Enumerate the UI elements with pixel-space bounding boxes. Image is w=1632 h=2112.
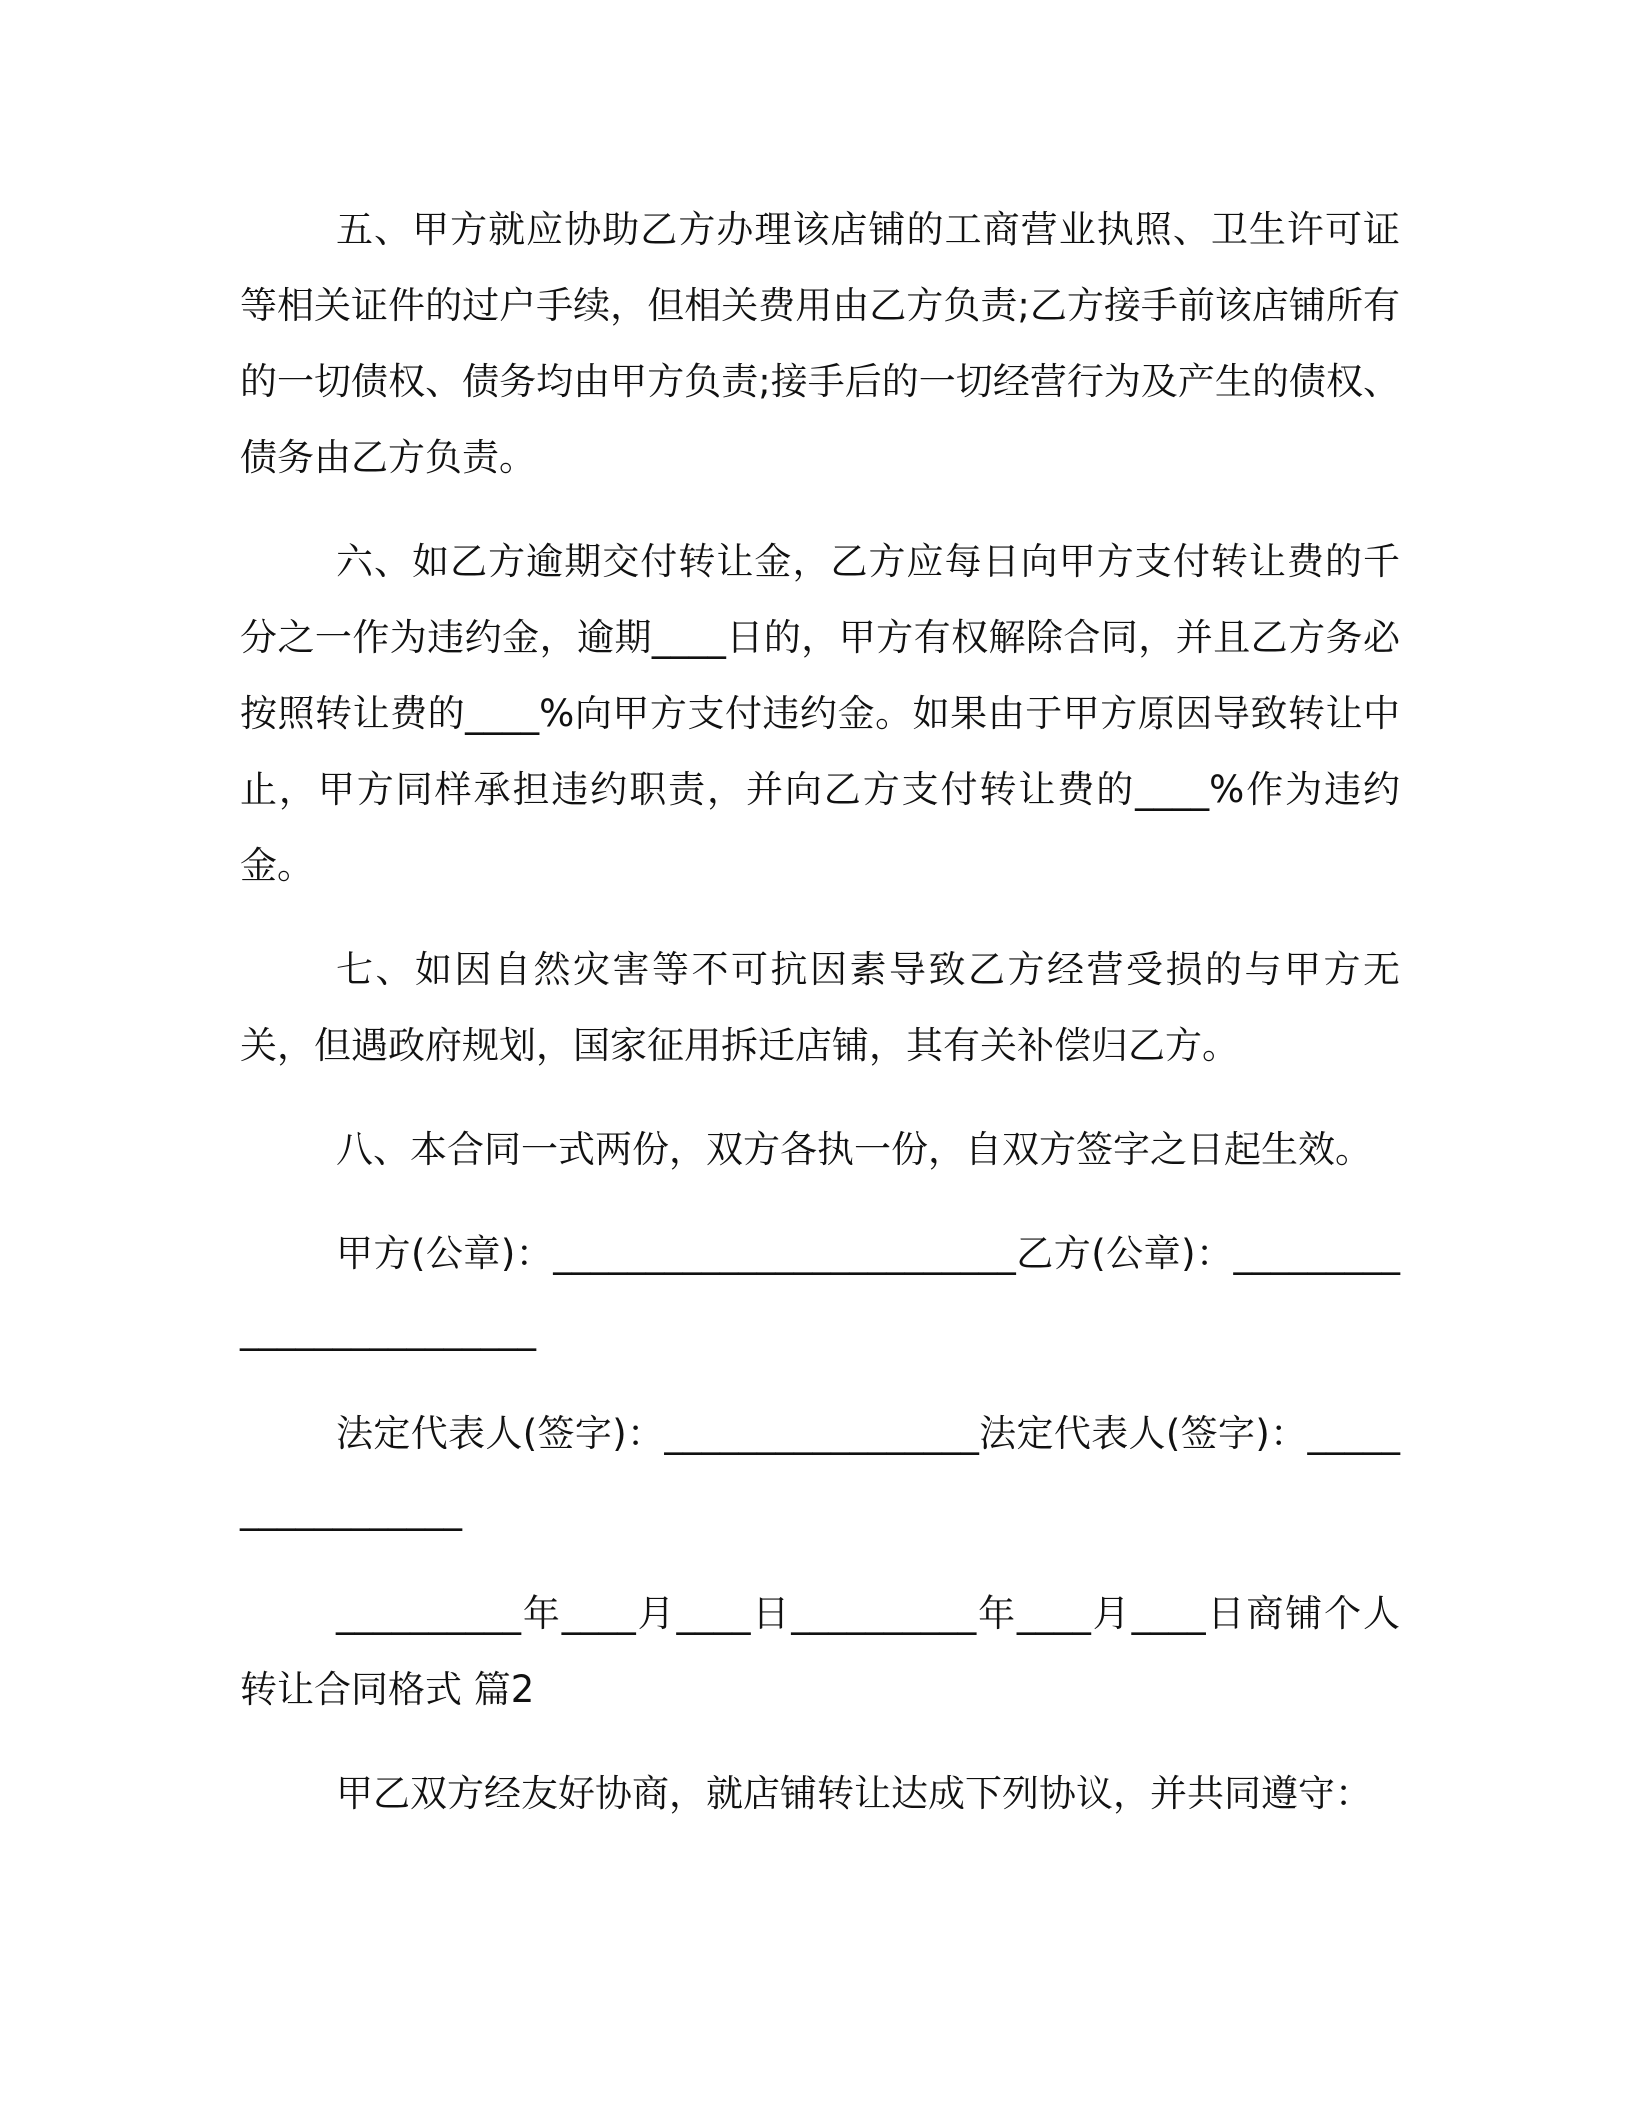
clause-5: 五、甲方就应协助乙方办理该店铺的工商营业执照、卫生许可证等相关证件的过户手续，但相关费用由乙方负责;乙方接手前该店铺所有的一切债权、债务均由甲方负责;接手后的一切经营行为及产生的债权、债务由乙方负责。 — [240, 208, 1400, 479]
date-and-section-title: __________年____月____日__________年____月____日商铺个人转让合同格式 篇2 — [240, 1592, 1400, 1711]
signature-line: 法定代表人(签字)：_________________法定代表人(签字)：_________________ — [240, 1412, 1400, 1531]
document-body — [240, 192, 1400, 1860]
seal-line: 甲方(公章)：_________________________乙方(公章)：_________________________ — [240, 1232, 1400, 1351]
intro-paragraph: 甲乙双方经友好协商，就店铺转让达成下列协议，并共同遵守： — [336, 1772, 1372, 1815]
clause-8: 八、本合同一式两份，双方各执一份，自双方签字之日起生效。 — [336, 1128, 1372, 1171]
clause-7: 七、如因自然灾害等不可抗因素导致乙方经营受损的与甲方无关，但遇政府规划，国家征用拆迁店铺，其有关补偿归乙方。 — [240, 948, 1400, 1067]
clause-6: 六、如乙方逾期交付转让金，乙方应每日向甲方支付转让费的千分之一作为违约金，逾期____日的，甲方有权解除合同，并且乙方务必按照转让费的____%向甲方支付违约金。如果由于甲方原因导致转让中止，甲方同样承担违约职责，并向乙方支付转让费的____%作为违约金。 — [240, 540, 1400, 887]
